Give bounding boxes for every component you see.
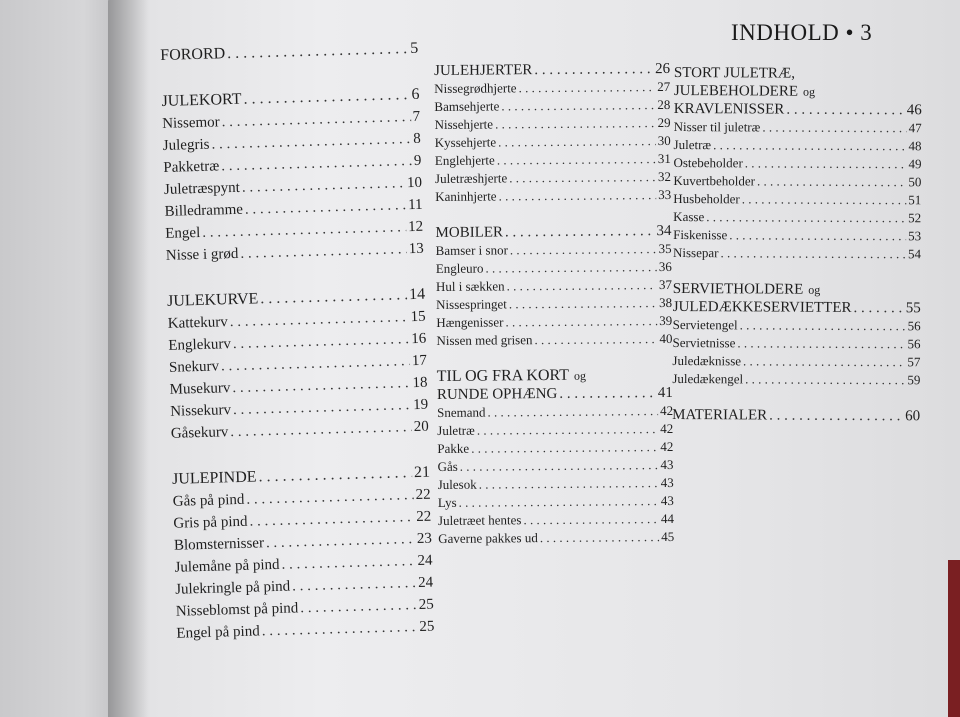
page-number: 47 — [908, 120, 922, 136]
toc-section — [672, 280, 921, 389]
page-number: 55 — [905, 300, 921, 317]
entry-title: Snemand — [436, 404, 486, 420]
toc-entry — [674, 118, 922, 137]
page-number: 56 — [907, 336, 921, 352]
heading-text: JULEBEHOLDERE — [673, 82, 799, 100]
page-number: 42 — [659, 402, 674, 419]
page-number: 6 — [411, 85, 420, 103]
entry-title: Blomsternisser — [173, 535, 265, 554]
entry-title: Servietengel — [672, 316, 738, 333]
dot-leader — [509, 168, 656, 187]
dot-leader — [853, 299, 903, 317]
dot-leader — [477, 420, 659, 440]
page-number: 16 — [411, 330, 427, 348]
dot-leader — [261, 616, 417, 642]
page-number: 41 — [657, 384, 673, 402]
dot-leader — [459, 492, 659, 512]
heading-text: SERVIETHOLDERE — [672, 280, 804, 298]
dot-leader — [497, 150, 656, 169]
entry-title: Nisse i grød — [165, 245, 239, 264]
toc-entry — [434, 78, 670, 98]
page-number: 18 — [412, 374, 428, 392]
entry-title: Husbeholder — [673, 190, 740, 207]
toc-section — [161, 84, 424, 267]
toc-entry — [673, 208, 921, 227]
entry-title: Nisseblomst på pind — [175, 600, 299, 620]
dot-leader — [487, 402, 658, 421]
dot-leader — [227, 38, 409, 65]
page-number: 9 — [413, 152, 422, 169]
book-spine-shadow — [108, 0, 148, 717]
toc-entry — [674, 136, 922, 155]
entry-title: Kattekurv — [167, 314, 228, 332]
page-number: 54 — [907, 246, 922, 262]
toc-entry — [437, 456, 673, 476]
toc-entry — [673, 226, 921, 245]
section-heading-line — [673, 280, 921, 299]
toc-entry — [437, 438, 673, 458]
page-number: 15 — [410, 308, 426, 326]
dot-leader — [745, 154, 907, 173]
page-number: 7 — [412, 108, 421, 125]
entry-title: Kyssehjerte — [434, 134, 497, 150]
toc-section — [672, 406, 920, 425]
page-number: 45 — [661, 528, 675, 545]
dot-leader — [509, 294, 657, 313]
toc-entry — [673, 316, 921, 335]
entry-title: Julekringle på pind — [174, 578, 291, 598]
dot-leader — [300, 594, 417, 619]
dot-leader — [485, 258, 656, 277]
dot-leader — [757, 172, 906, 191]
page-number: 39 — [659, 312, 673, 329]
page-number: 30 — [657, 132, 671, 149]
toc-entry — [673, 190, 921, 209]
dot-leader — [540, 528, 660, 547]
page-number: 25 — [419, 618, 435, 635]
toc-entry — [672, 370, 920, 389]
page-number: 8 — [412, 130, 421, 147]
toc-column-1 — [160, 38, 435, 669]
dot-leader — [505, 222, 655, 241]
dot-leader — [706, 208, 906, 227]
page-number: 26 — [655, 60, 671, 78]
entry-title: JULEHJERTER — [434, 62, 533, 79]
dot-leader — [720, 244, 906, 263]
toc-column-2 — [434, 60, 674, 566]
page-number: 37 — [658, 276, 673, 293]
dot-leader — [498, 132, 656, 151]
page-number: 20 — [413, 418, 429, 436]
page-number: 19 — [412, 396, 429, 414]
entry-title: KRAVLENISSER — [673, 100, 785, 118]
entry-title: Englekurv — [168, 336, 232, 354]
entry-title: Englehjerte — [434, 152, 495, 168]
entry-title: Hul i sækken — [435, 278, 505, 294]
page-number: 56 — [907, 318, 921, 334]
toc-entry — [434, 96, 670, 116]
section-heading-line — [437, 366, 673, 386]
heading-conjunction: og — [808, 282, 821, 297]
entry-title: FORORD — [160, 45, 226, 64]
page-number: 34 — [656, 222, 672, 240]
heading-conjunction: og — [802, 84, 816, 99]
toc-entry — [437, 402, 673, 422]
dot-leader — [534, 330, 657, 349]
page-number: 53 — [908, 228, 922, 244]
section-heading — [435, 222, 671, 242]
toc-section — [172, 462, 435, 645]
toc-section — [437, 366, 675, 548]
entry-title: Gris på pind — [173, 513, 248, 532]
section-heading — [674, 100, 922, 119]
entry-title: Nissehjerte — [434, 116, 494, 132]
toc-entry — [435, 186, 671, 206]
page-number: 43 — [660, 474, 674, 491]
entry-title: Nisser til juletræ — [673, 118, 761, 135]
page-number: 57 — [907, 354, 921, 370]
entry-title: Fiskenisse — [673, 226, 728, 243]
section-heading — [673, 298, 921, 317]
entry-title: Snekurv — [168, 358, 220, 376]
page-number: 48 — [908, 138, 922, 154]
dot-leader — [729, 226, 906, 245]
page-number: 33 — [658, 186, 672, 203]
entry-title: Bamsehjerte — [434, 98, 500, 114]
toc-entry — [436, 240, 672, 260]
page-number: 25 — [418, 596, 434, 613]
section-heading — [434, 60, 670, 80]
dot-leader — [743, 352, 905, 371]
section-heading — [437, 384, 673, 404]
entry-title: RUNDE OPHÆNG — [436, 385, 558, 403]
entry-title: JULEKURVE — [166, 290, 259, 310]
page-number: 29 — [657, 114, 671, 131]
page-number: 31 — [657, 150, 671, 167]
entry-title: Kuvertbeholder — [673, 172, 756, 189]
toc-entry — [438, 510, 674, 530]
entry-title: Nissepar — [672, 244, 719, 261]
table-edge — [948, 560, 960, 717]
page-number: 23 — [416, 530, 433, 548]
dot-leader — [786, 101, 905, 120]
entry-title: JULEPINDE — [171, 468, 257, 488]
page-number: 52 — [908, 210, 922, 226]
page-number: 11 — [407, 196, 423, 214]
toc-entry — [438, 474, 674, 494]
dot-leader — [523, 510, 659, 529]
page-number: 5 — [409, 39, 419, 58]
page-number: 10 — [406, 174, 423, 192]
toc-entry — [673, 172, 921, 191]
page-number: 28 — [657, 96, 671, 113]
toc-entry — [436, 258, 672, 278]
page-number: 17 — [411, 352, 428, 370]
dot-leader — [762, 118, 906, 137]
dot-leader — [745, 370, 905, 389]
toc-entry — [436, 294, 672, 314]
entry-title: Gåsekurv — [170, 424, 229, 442]
page-number: 22 — [415, 486, 431, 504]
entry-title: MATERIALER — [672, 406, 768, 424]
entry-title: Engel på pind — [176, 623, 260, 642]
dot-leader — [559, 384, 656, 403]
entry-title: Ostebeholder — [673, 154, 743, 171]
dot-leader — [495, 114, 656, 133]
toc-entry — [435, 150, 671, 170]
dot-leader — [742, 190, 907, 209]
dot-leader — [769, 407, 903, 426]
toc-column-3 — [672, 64, 922, 443]
toc-entry — [434, 114, 670, 134]
section-heading-line — [674, 64, 922, 83]
entry-title: Juletræspynt — [163, 179, 241, 198]
entry-title: Kasse — [673, 208, 705, 225]
entry-title: Engel — [165, 224, 201, 242]
entry-title: Lys — [437, 494, 457, 510]
page-number: 42 — [660, 438, 674, 455]
entry-title: JULEKORT — [161, 90, 242, 110]
toc-entry — [673, 244, 921, 263]
page-number: 14 — [408, 285, 426, 304]
entry-title: Hængenisser — [436, 314, 504, 330]
entry-title: Billedramme — [164, 201, 244, 220]
page-number: 13 — [408, 240, 425, 258]
heading-text: TIL OG FRA KORT — [436, 366, 570, 385]
page-number: 12 — [407, 218, 424, 236]
dot-leader — [510, 240, 657, 259]
dot-leader — [737, 334, 905, 353]
page-number: 40 — [659, 330, 673, 347]
entry-title: Julemåne på pind — [174, 556, 280, 576]
page-number: 42 — [660, 420, 674, 437]
dot-leader — [471, 438, 658, 458]
page-number: 24 — [417, 552, 433, 570]
page-number: 27 — [657, 78, 671, 95]
page-number: 49 — [908, 156, 922, 172]
page-number: 35 — [658, 240, 672, 257]
dot-leader — [518, 78, 655, 97]
toc-section — [673, 64, 922, 263]
section-heading — [672, 406, 920, 425]
page-number: 43 — [660, 456, 674, 473]
entry-title: Nissegrødhjerte — [434, 80, 517, 96]
entry-title: Juletræshjerte — [434, 170, 508, 186]
toc-entry — [672, 334, 920, 353]
entry-title: Engleuro — [435, 260, 484, 276]
page-number: 51 — [908, 192, 922, 208]
heading-text: STORT JULETRÆ, — [673, 64, 796, 82]
entry-title: Bamser i snor — [435, 242, 508, 258]
entry-title: Nissen med grisen — [436, 332, 533, 348]
dot-leader — [240, 238, 407, 265]
entry-title: Julegris — [162, 136, 210, 154]
dot-leader — [507, 276, 658, 295]
dot-leader — [230, 416, 412, 443]
toc-entry — [435, 168, 671, 188]
page-number: 21 — [413, 463, 431, 482]
toc-section — [167, 284, 429, 445]
toc-entry — [673, 154, 921, 173]
entry-title: Gaverne pakkes ud — [438, 530, 538, 546]
page-number: 59 — [907, 372, 921, 388]
page-number: 43 — [660, 492, 674, 509]
entry-title: Nissekurv — [170, 402, 232, 420]
page-number: 44 — [660, 510, 675, 527]
toc-entry — [437, 420, 673, 440]
entry-title: Kaninhjerte — [435, 188, 497, 204]
page-number: 22 — [416, 508, 432, 526]
entry-title: Pakketræ — [163, 158, 220, 176]
page-number: 24 — [417, 574, 434, 591]
entry-title: Gås på pind — [172, 491, 245, 510]
page-number: 36 — [658, 258, 672, 275]
entry-title: Julesok — [437, 476, 477, 492]
page-number: 50 — [908, 174, 922, 190]
dot-leader — [713, 136, 907, 155]
dot-leader — [479, 474, 659, 494]
toc-section — [434, 60, 671, 206]
toc-entry — [436, 330, 672, 350]
entry-title: Juledækengel — [672, 370, 744, 387]
page-number: 32 — [657, 168, 672, 185]
dot-leader — [498, 186, 656, 205]
toc-entry — [436, 276, 672, 296]
entry-title: Musekurv — [169, 380, 231, 398]
entry-title: Juletræet hentes — [437, 512, 522, 528]
entry-title: Juletræ — [673, 136, 712, 153]
heading-conjunction: og — [573, 368, 587, 383]
dot-leader — [505, 312, 657, 331]
page-number: 60 — [905, 408, 921, 425]
entry-title: Juledæknisse — [672, 352, 742, 369]
toc-entry — [438, 492, 674, 512]
entry-title: Juletræ — [437, 422, 475, 438]
toc-entry — [672, 352, 920, 371]
toc-entry — [436, 312, 672, 332]
entry-title: Nissemor — [161, 114, 220, 132]
entry-title: MOBILER — [435, 224, 504, 241]
entry-title: JULEDÆKKESERVIETTER — [672, 298, 852, 316]
dot-leader — [460, 456, 659, 476]
page-number: 46 — [906, 102, 922, 119]
section-heading-line — [674, 82, 922, 101]
entry-title: Pakke — [437, 440, 470, 456]
entry-title: Servietnisse — [672, 334, 736, 351]
page-title: INDHOLD • 3 — [731, 20, 873, 45]
entry-title: Nissespringet — [436, 296, 507, 312]
entry-title: Gås — [437, 458, 458, 474]
toc-section — [435, 222, 672, 350]
toc-entry — [438, 528, 674, 548]
dot-leader — [740, 316, 906, 335]
page-number: 38 — [659, 294, 673, 311]
toc-entry — [435, 132, 671, 152]
dot-leader — [534, 60, 653, 79]
dot-leader — [501, 96, 655, 115]
